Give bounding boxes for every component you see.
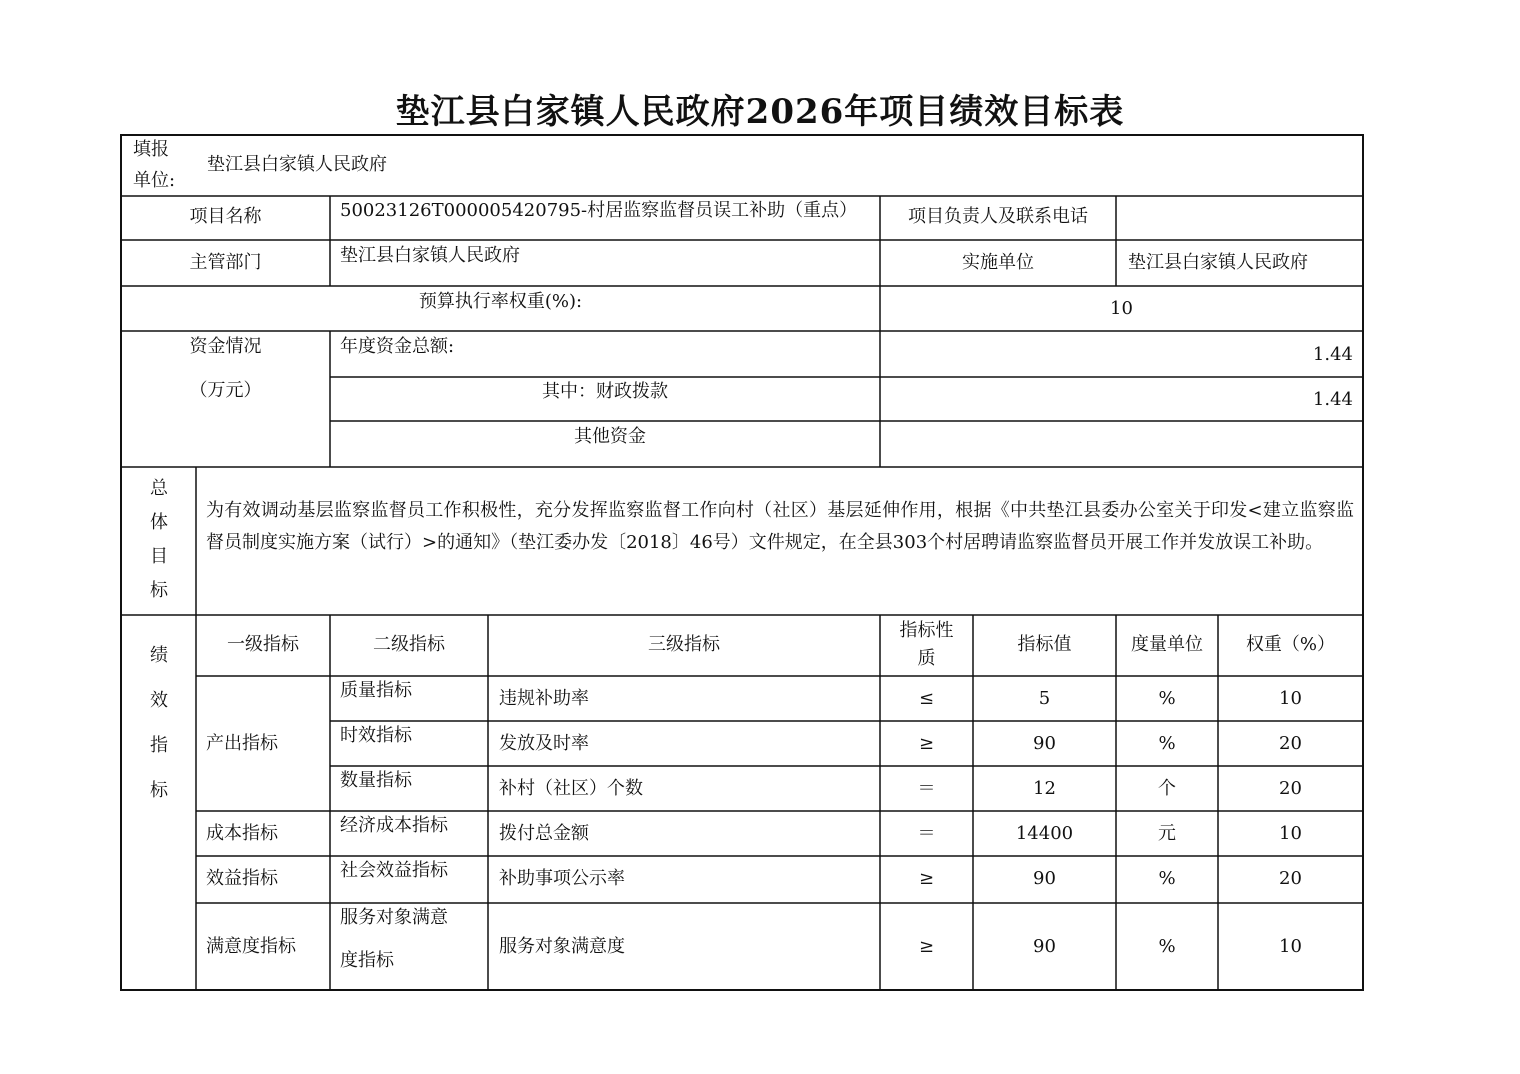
header-level3: 三级指标 [648, 634, 720, 655]
row-weight: 20 [1279, 868, 1302, 889]
header-nature-line1: 指标性 [899, 620, 954, 641]
row-value: 5 [1038, 688, 1051, 709]
header-nature-line2: 质 [917, 648, 936, 669]
group-satisfaction: 满意度指标 [206, 936, 296, 957]
row-weight: 20 [1279, 733, 1302, 754]
page-title: 垫江县白家镇人民政府2026年项目绩效目标表 [395, 92, 1125, 132]
group-output: 产出指标 [206, 733, 278, 754]
row-level3: 发放及时率 [499, 733, 589, 754]
budget-weight-label: 预算执行率权重(%): [418, 291, 583, 312]
unit-label-line2: 单位: [133, 170, 176, 191]
row-unit: 个 [1158, 778, 1176, 799]
row-level3: 服务对象满意度 [499, 936, 625, 957]
goal-label: 总 体 目 标 [150, 478, 168, 601]
row-level3: 补村（社区）个数 [499, 778, 643, 799]
dept-value: 垫江县白家镇人民政府 [340, 245, 520, 266]
row-weight: 10 [1279, 688, 1302, 709]
header-unit: 度量单位 [1131, 634, 1203, 655]
row-nature: ≥ [918, 733, 935, 754]
goal-text: 为有效调动基层监察监督员工作积极性，充分发挥监察监督工作向村（社区）基层延伸作用，根据《中共垫江县委办公室关于印发<建立监察监督员制度实施方案（试行）>的通知》（垫江委办发〔2018〕46号）文件规定，在全县303个村居聘请监察监督员开展工作并发放误工补助。 [206, 500, 1354, 553]
header-level1: 一级指标 [227, 634, 299, 655]
row-unit: 元 [1158, 823, 1176, 844]
project-name-label: 项目名称 [189, 206, 262, 227]
budget-weight-value: 10 [1110, 298, 1133, 319]
row-value: 14400 [1015, 823, 1074, 844]
project-name-value: 50023126T000005420795-村居监察监督员误工补助（重点） [340, 200, 858, 221]
group-benefit: 效益指标 [206, 868, 278, 889]
header-value: 指标值 [1017, 634, 1072, 655]
funds-fiscal-label: 其中：财政拨款 [542, 381, 668, 402]
row-value: 90 [1033, 868, 1056, 889]
header-level2: 二级指标 [373, 634, 445, 655]
row-level2: 时效指标 [340, 725, 412, 746]
row-unit: % [1158, 936, 1176, 957]
row-value: 90 [1033, 733, 1056, 754]
unit-value: 垫江县白家镇人民政府 [207, 154, 387, 175]
funds-label-line1: 资金情况 [189, 336, 262, 357]
row-level2: 数量指标 [340, 770, 412, 791]
row-nature: ≥ [918, 868, 935, 889]
row-unit: % [1158, 868, 1176, 889]
row-unit: % [1158, 688, 1176, 709]
row-value: 90 [1033, 936, 1056, 957]
impl-unit-label: 实施单位 [962, 252, 1034, 273]
funds-other-label: 其他资金 [574, 426, 646, 447]
unit-label-line1: 填报 [133, 139, 169, 160]
row-unit: % [1158, 733, 1176, 754]
indicators-label: 绩 效 指 标 [150, 645, 168, 801]
row-level2: 质量指标 [340, 680, 412, 701]
row-weight: 10 [1279, 936, 1302, 957]
funds-total-label: 年度资金总额: [340, 336, 455, 357]
header-weight: 权重（%） [1245, 634, 1336, 655]
row-nature: ≥ [918, 936, 935, 957]
row-weight: 10 [1279, 823, 1302, 844]
row-nature: ≤ [918, 688, 935, 709]
funds-total-value: 1.44 [1312, 344, 1353, 365]
row-weight: 20 [1279, 778, 1302, 799]
row-level3: 补助事项公示率 [499, 868, 625, 889]
row-level2-line1: 服务对象满意 [340, 907, 448, 928]
impl-unit-value: 垫江县白家镇人民政府 [1128, 252, 1308, 273]
row-nature: ＝ [917, 778, 936, 799]
row-level3: 违规补助率 [499, 688, 589, 709]
group-cost: 成本指标 [206, 823, 278, 844]
funds-fiscal-value: 1.44 [1312, 389, 1353, 410]
row-level3: 拨付总金额 [499, 823, 589, 844]
row-level2-line2: 度指标 [340, 950, 394, 971]
project-contact-label: 项目负责人及联系电话 [908, 206, 1088, 227]
row-value: 12 [1033, 778, 1056, 799]
dept-label: 主管部门 [189, 252, 262, 273]
funds-label-line2: （万元） [189, 380, 262, 401]
row-level2: 社会效益指标 [340, 860, 448, 881]
row-nature: ＝ [917, 823, 936, 844]
row-level2: 经济成本指标 [340, 815, 448, 836]
